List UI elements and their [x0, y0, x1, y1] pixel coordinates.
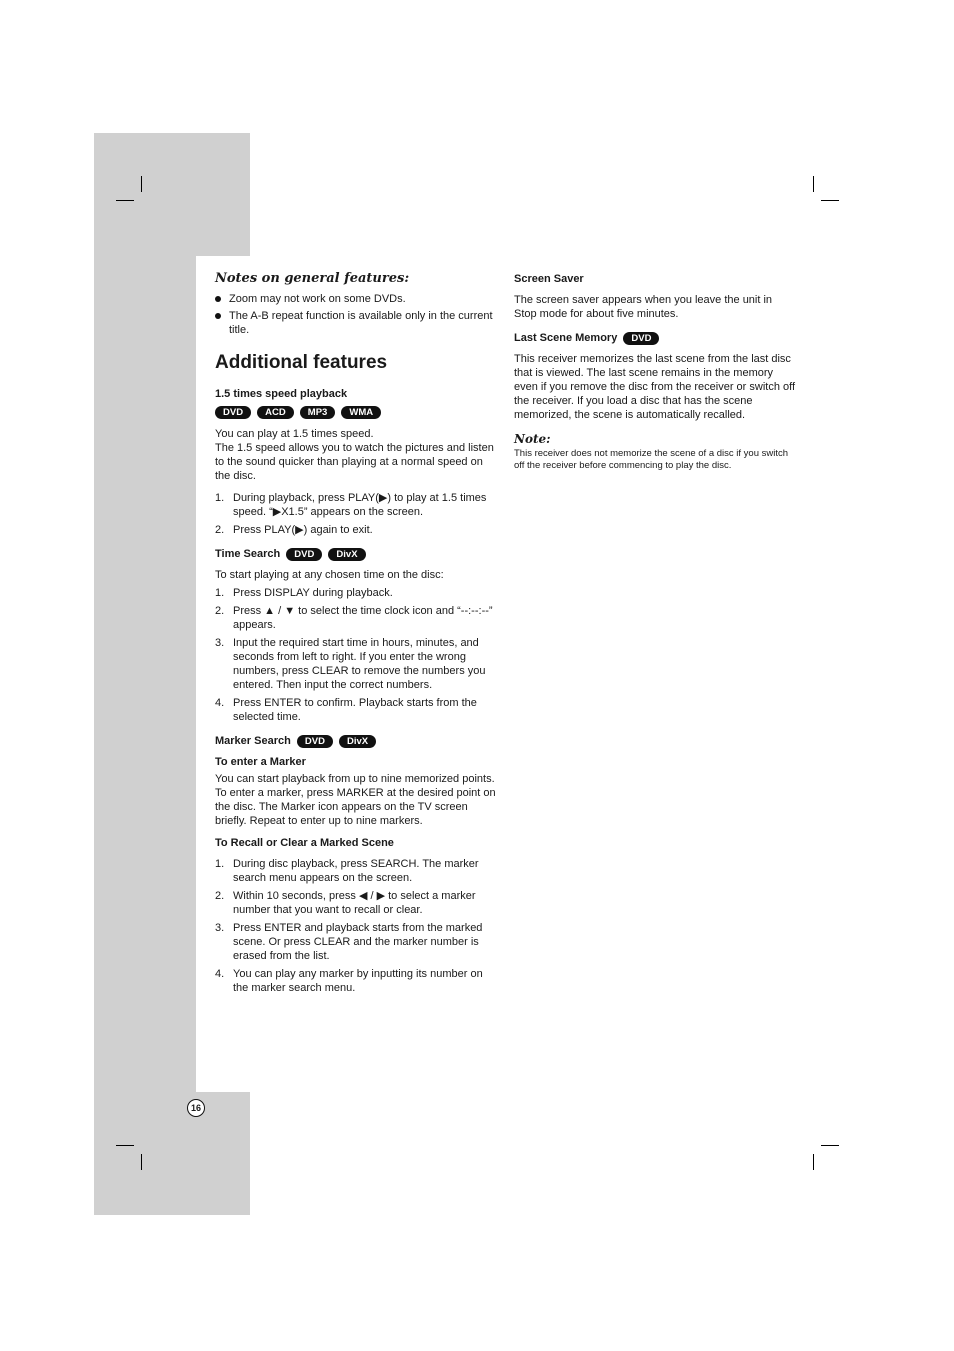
- crop-mark: [141, 176, 142, 192]
- time-search-steps: [215, 586, 497, 724]
- disc-badge: DVD: [297, 735, 333, 748]
- notes-title: Notes on general features:: [215, 271, 410, 286]
- bullet-icon: [215, 296, 221, 302]
- last-scene-title: Last Scene Memory DVD: [514, 331, 796, 345]
- last-scene-text: This receiver memorizes the last scene from the last disc that is viewed. The last scene remains in the memory even if you remove the disc from the receiver or switch off the receiver. If you load a disc that has the scene memorized, the scene is automatically recalled.: [514, 353, 796, 421]
- note-text: This receiver does not memorize the scene of a disc if you switch off the receiver before commencing to play the disc.: [514, 448, 789, 471]
- disc-badge: DVD: [215, 406, 251, 419]
- enter-marker-title: To enter a Marker: [215, 756, 306, 768]
- screen-saver-title: Screen Saver: [514, 273, 584, 285]
- disc-badge: WMA: [341, 406, 381, 419]
- list-item: 2. Press ▲ / ▼ to select the time clock icon and “--:--:--” appears.: [215, 605, 493, 631]
- speed-steps: [215, 491, 497, 537]
- bullet-icon: [215, 313, 221, 319]
- crop-mark: [116, 200, 134, 201]
- page-number: 16: [187, 1099, 205, 1117]
- time-search-title: Time Search DVD DivX: [215, 547, 497, 561]
- speed-intro: You can play at 1.5 times speed.: [215, 428, 374, 440]
- list-item: 1. During playback, press PLAY(▶) to play at 1.5 times speed. “▶X1.5” appears on the screen.: [215, 492, 487, 518]
- speed-badges: [215, 405, 497, 419]
- crop-mark: [821, 1145, 839, 1146]
- disc-badge: DVD: [286, 548, 322, 561]
- time-search-intro: To start playing at any chosen time on the disc:: [215, 569, 444, 581]
- disc-badge: ACD: [257, 406, 294, 419]
- crop-mark: [116, 1145, 134, 1146]
- disc-badge: DivX: [339, 735, 376, 748]
- list-item: 2. Within 10 seconds, press ◀ / ▶ to select a marker number that you want to recall or clear.: [215, 890, 476, 916]
- crop-mark: [813, 176, 814, 192]
- right-column: [514, 272, 796, 472]
- list-item: 4. Press ENTER to confirm. Playback starts from the selected time.: [215, 697, 477, 723]
- list-item: 1. During disc playback, press SEARCH. The marker search menu appears on the screen.: [215, 858, 479, 884]
- enter-marker-text: You can start playback from up to nine memorized points. To enter a marker, press MARKER at the desired point on the disc. The Marker icon appears on the TV screen briefly. Repeat to enter up to nine markers.: [215, 773, 496, 827]
- list-item: 3. Input the required start time in hours, minutes, and seconds from left to right. If you enter the wrong numbers, press CLEAR to remove the numbers you entered. Then input the correct numbers.: [215, 637, 486, 691]
- recall-steps: [215, 857, 497, 995]
- list-item: 3. Press ENTER and playback starts from the marked scene. Or press CLEAR and the marker number is erased from the list.: [215, 922, 483, 962]
- list-item: Zoom may not work on some DVDs.: [215, 292, 497, 306]
- speed-description: The 1.5 speed allows you to watch the pictures and listen to the sound quicker than playing at a normal speed on the disc.: [215, 442, 494, 482]
- recall-title: To Recall or Clear a Marked Scene: [215, 837, 394, 849]
- marker-search-title: Marker Search DVD DivX: [215, 734, 497, 748]
- list-item: 4. You can play any marker by inputting its number on the marker search menu.: [215, 968, 483, 994]
- screen-saver-text: The screen saver appears when you leave the unit in Stop mode for about five minutes.: [514, 294, 773, 320]
- list-item: 2. Press PLAY(▶) again to exit.: [215, 524, 373, 536]
- section-heading: Additional features: [215, 352, 388, 373]
- speed-title: 1.5 times speed playback: [215, 388, 348, 400]
- notes-list: [215, 292, 497, 337]
- crop-mark: [821, 200, 839, 201]
- crop-mark: [813, 1154, 814, 1170]
- disc-badge: DivX: [328, 548, 365, 561]
- margin-band-side: [94, 133, 196, 1215]
- disc-badge: MP3: [300, 406, 336, 419]
- list-item: The A-B repeat function is available only in the current title.: [215, 309, 497, 337]
- disc-badge: DVD: [623, 332, 659, 345]
- list-item: 1. Press DISPLAY during playback.: [215, 587, 393, 599]
- crop-mark: [141, 1154, 142, 1170]
- note-title: Note:: [514, 432, 551, 446]
- left-column: [215, 272, 497, 1001]
- margin-band-bottom: [94, 1092, 250, 1215]
